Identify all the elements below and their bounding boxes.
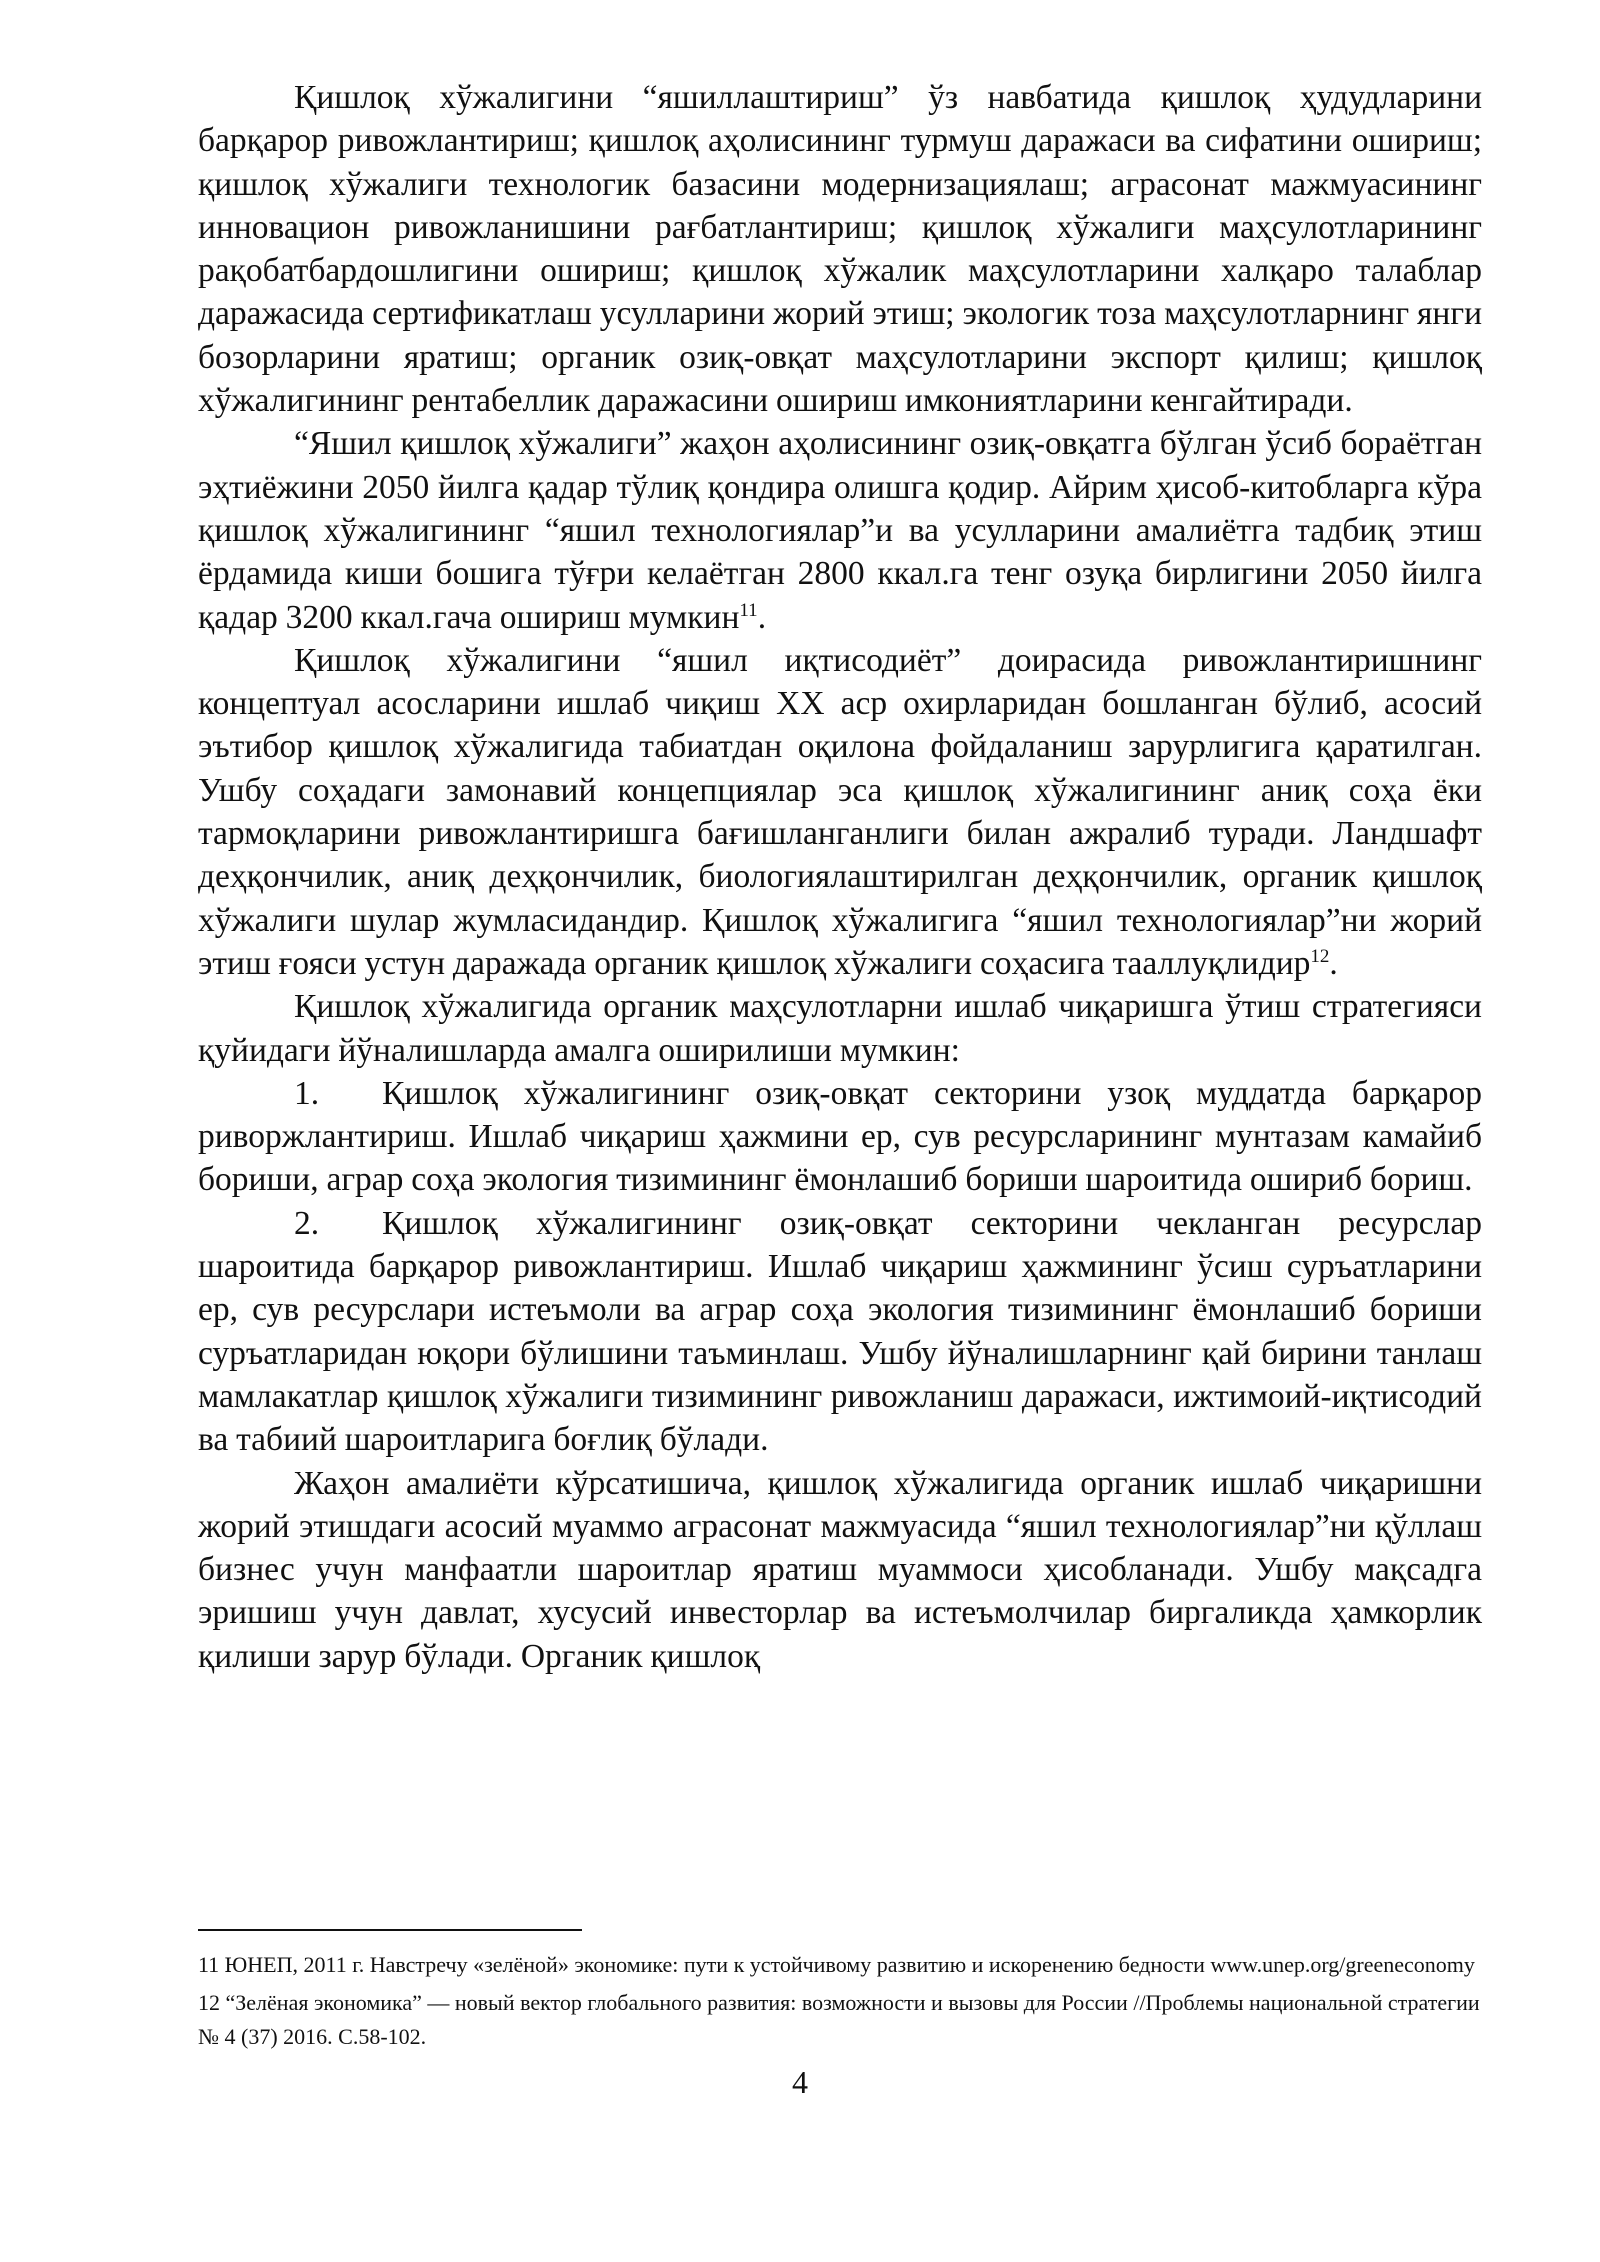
paragraph-text: Қишлоқ хўжалигини “яшил иқтисодиёт” доирасида ривожлантиришнинг концептуал асосларини ишлаб чиқиш XX аср охирларидан бошланган бўлиб, асосий эътибор қишлоқ хўжалигида табиатдан оқилона фойдаланиш зарурлигига қаратилган. Ушбу соҳадаги замонавий концепциялар эса қишлоқ хўжалигининг аниқ соҳа ёки тармоқларини ривожлантиришга бағишланганлиги билан ажралиб туради. Ландшафт деҳқончилик, аниқ деҳқончилик, биологиялаштирилган деҳқончилик, органик қишлоқ хўжалиги шулар жумласидандир. Қишлоқ хўжалигига “яшил технологиялар”ни жорий этиш ғояси устун даражада органик қишлоқ хўжалиги соҳасига тааллуқлидир (198, 641, 1482, 982)
footnote-ref-11[interactable]: 11 (739, 599, 758, 621)
numbered-item-2 (198, 1202, 1482, 1462)
paragraph-strategy-intro (198, 985, 1482, 1072)
paragraph-text: Қишлоқ хўжалигини “яшиллаштириш” ўз навбатида қишлоқ ҳудудларини барқарор ривожлантириш; қишлоқ аҳолисининг турмуш даражаси ва сифатини ошириш; қишлоқ хўжалиги технологик базасини модернизациялаш; аграсонат мажмуасининг инновацион ривожланишини рағбатлантириш; қишлоқ хўжалиги маҳсулотларининг рақобатбардошлигини ошириш; қишлоқ хўжалик маҳсулотларини халқаро талаблар даражасида сертификатлаш усулларини жорий этиш; экологик тоза маҳсулотларнинг янги бозорларини яратиш; органик озиқ-овқат маҳсулотларини экспорт қилиш; қишлоқ хўжалигининг рентабеллик даражасини ошириш имкониятларини кенгайтиради. (198, 79, 1482, 420)
footnote-ref-12[interactable]: 12 (1310, 945, 1330, 967)
paragraph-text: “Яшил қишлоқ хўжалиги” жаҳон аҳолисининг озиқ-овқатга бўлган ўсиб бораётган эҳтиёжини 2050 йилга қадар тўлиқ қондира олишга қодир. Айрим ҳисоб-китобларга кўра қишлоқ хўжалигининг “яшил технологиялар”и ва усулларини амалиётга тадбиқ этиш ёрдамида киши бошига тўғри келаётган 2800 ккал.га тенг озуқа бирлигини 2050 йилга қадар 3200 ккал.гача ошириш мумкин (198, 425, 1482, 636)
paragraph-conceptual-basis (198, 639, 1482, 985)
paragraph-tail: . (757, 598, 767, 636)
paragraph-text: Қишлоқ хўжалигида органик маҳсулотларни ишлаб чиқаришга ўтиш стратегияси қуйидаги йўналишларда амалга оширилиши мумкин: (198, 988, 1482, 1069)
item-number: 2. (294, 1204, 320, 1242)
footnotes (198, 1948, 1488, 2058)
item-text: Қишлоқ хўжалигининг озиқ-овқат секторини узоқ муддатда барқарор риворжлантириш. Ишлаб чиқариш ҳажмини ер, сув ресурсларининг мунтазам камайиб бориши, аграр соҳа экология тизимининг ёмонлашиб бориши шароитида ошириб бориш. (198, 1074, 1482, 1199)
footnote-12: 12 “Зелёная экономика” — новый вектор глобального развития: возможности и вызовы для России //Проблемы национальной стратегии № 4 (37) 2016. С.58-102. (198, 1990, 1480, 2049)
paragraph-green-agriculture (198, 422, 1482, 638)
main-text (198, 76, 1482, 1678)
footnote-separator (198, 1929, 582, 1931)
paragraph-greening (198, 76, 1482, 422)
page-number: 4 (792, 2064, 808, 2100)
paragraph-text: Жаҳон амалиёти кўрсатишича, қишлоқ хўжалигида органик ишлаб чиқаришни жорий этишдаги асосий муаммо аграсонат мажмуасида “яшил технологиялар”ни қўллаш бизнес учун манфаатли шароитлар яратиш муаммоси ҳисобланади. Ушбу мақсадга эришиш учун давлат, хусусий инвесторлар ва истеъмолчилар биргаликда ҳамкорлик қилиши зарур бўлади. Органик қишлоқ (198, 1464, 1482, 1675)
item-text: Қишлоқ хўжалигининг озиқ-овқат секторини чекланган ресурслар шароитида барқарор ривожлантириш. Ишлаб чиқариш ҳажмининг ўсиш суръатларини ер, сув ресурслари истеъмоли ва аграр соҳа экология тизимининг ёмонлашиб бориши суръатларидан юқори бўлишини таъминлаш. Ушбу йўналишларнинг қай бирини танлаш мамлакатлар қишлоқ хўжалиги тизимининг ривожланиш даражаси, ижтимоий-иқтисодий ва табиий шароитларига боғлиқ бўлади. (198, 1204, 1482, 1459)
item-number: 1. (294, 1074, 320, 1112)
footnote-11: 11 ЮНЕП, 2011 г. Навстречу «зелёной» экономике: пути к устойчивому развитию и искоренению бедности www.unep.org/greeneconomy (198, 1952, 1475, 1977)
paragraph-world-practice (198, 1462, 1482, 1678)
paragraph-tail: . (1329, 944, 1338, 982)
numbered-item-1 (198, 1072, 1482, 1202)
